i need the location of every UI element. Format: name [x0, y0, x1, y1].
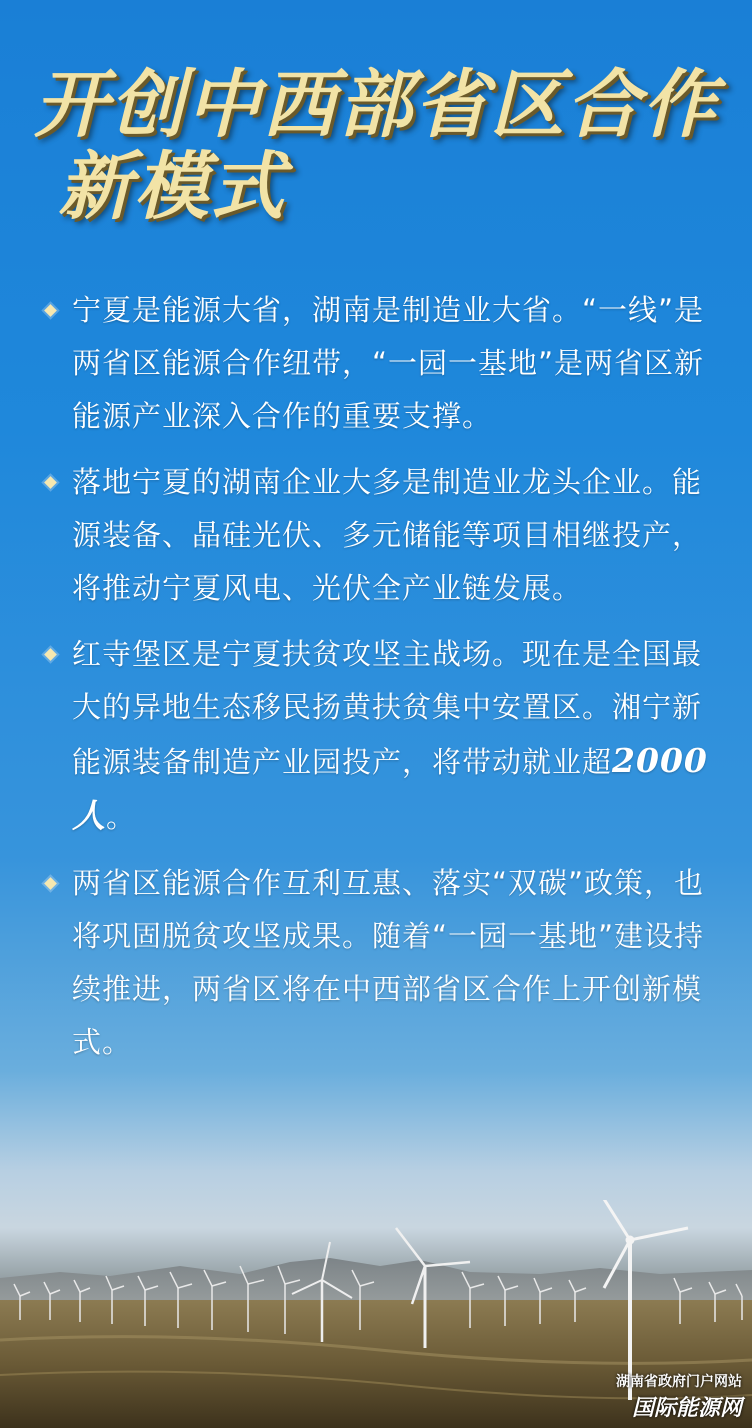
- poster-title-line1: 开创中西部省区合作: [34, 62, 718, 148]
- bullet-text: 落地宁夏的湖南企业大多是制造业龙头企业。能源装备、晶硅光伏、多元储能等项目相继投产，将推动宁夏风电、光伏全产业链发展。: [72, 465, 703, 605]
- bullet-text: 宁夏是能源大省，湖南是制造业大省。“一线”是两省区能源合作纽带，“一园一基地”是两省区新能源产业深入合作的重要支撑。: [72, 293, 705, 433]
- bullet-text-suffix: 。: [106, 800, 137, 834]
- bullet-text: 两省区能源合作互利互惠、落实“双碳”政策，也将巩固脱贫攻坚成果。随着“一园一基地”建设持续推进，两省区将在中西部省区合作上开创新模式。: [72, 866, 705, 1059]
- bullet-item: [42, 628, 722, 844]
- watermark-bottom: 国际能源网: [631, 1396, 742, 1421]
- bullet-item: [42, 284, 722, 443]
- bullet-list: [42, 284, 722, 1082]
- diamond-bullet-icon: [44, 877, 57, 890]
- bullet-item: [42, 456, 722, 615]
- bullet-item: [42, 857, 722, 1069]
- highlight-number: 2000人: [72, 741, 708, 835]
- bullet-text-container: [72, 628, 722, 844]
- watermark-top: 湖南省政府门户网站: [616, 1374, 742, 1390]
- bullet-text: 红寺堡区是宁夏扶贫攻坚主战场。现在是全国最大的异地生态移民扬黄扶贫集中安置区。湘宁新能源装备制造产业园投产，将带动就业超: [72, 637, 703, 779]
- diamond-bullet-icon: [44, 476, 57, 489]
- watermark: [616, 1371, 742, 1422]
- diamond-bullet-icon: [44, 304, 57, 317]
- poster-title-line2: 新模式: [58, 144, 286, 230]
- diamond-bullet-icon: [44, 648, 57, 661]
